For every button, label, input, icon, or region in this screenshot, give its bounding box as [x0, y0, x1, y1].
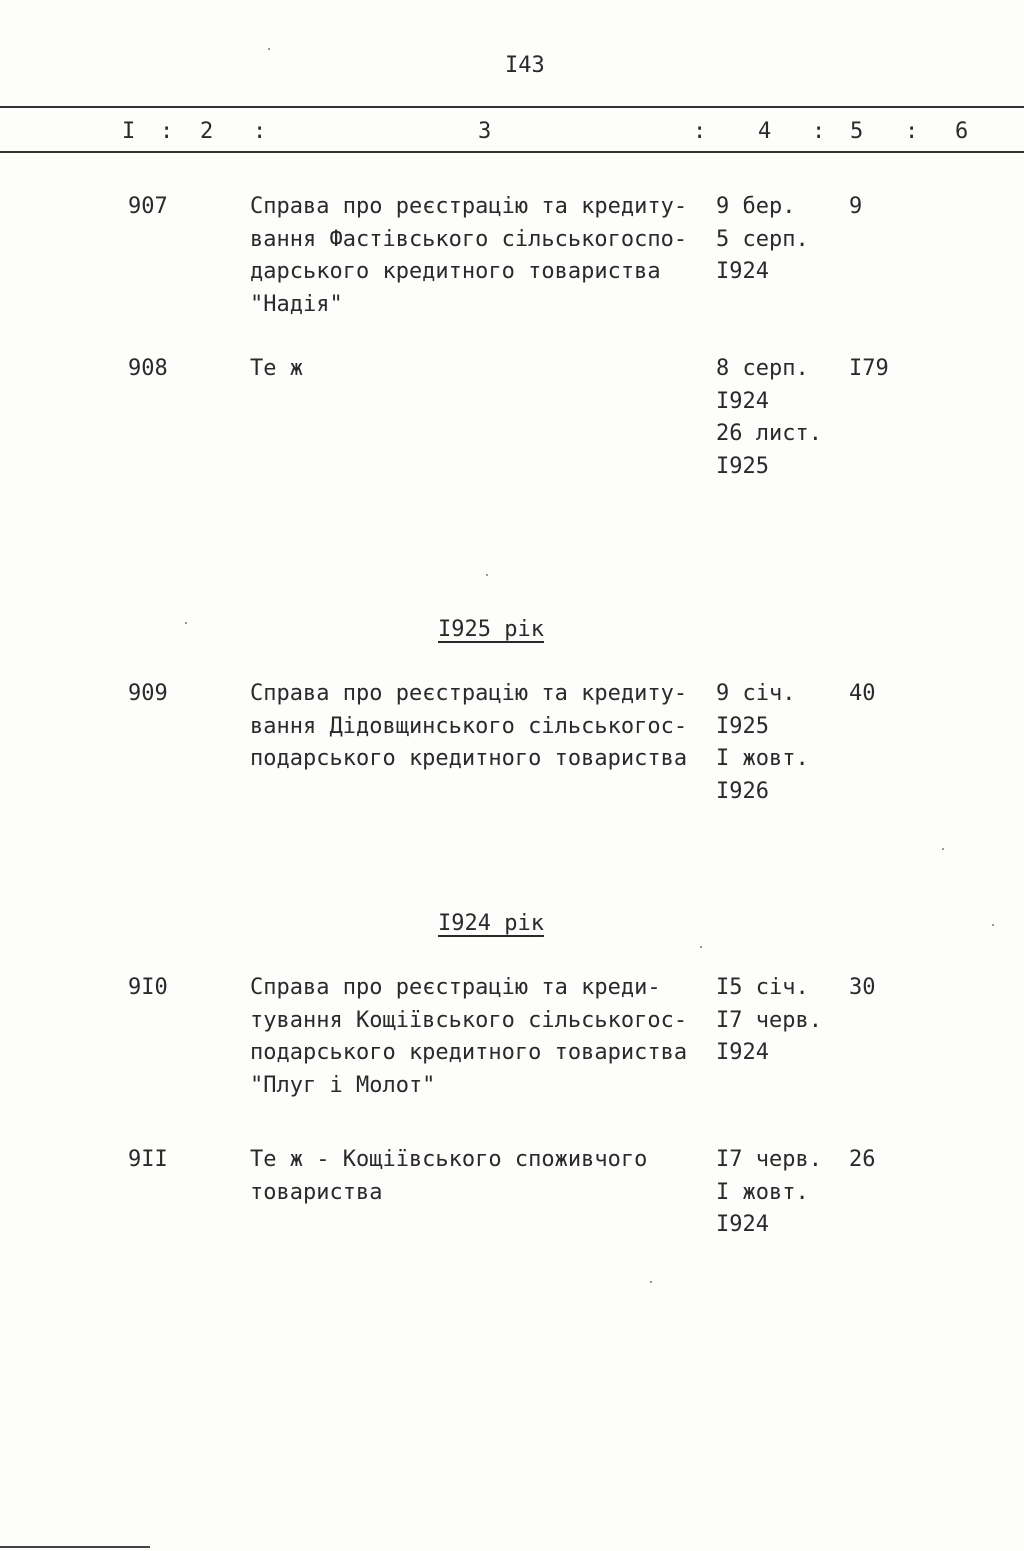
- record-date-line: 8 серп.: [716, 356, 809, 381]
- record-date-line: I924: [716, 388, 769, 414]
- record-title-line: вання Фастівського сільськогоспо-: [250, 226, 688, 252]
- record-title-line: тування Кощіївського сільськогос-: [250, 1007, 688, 1033]
- header-bottom-rule: [0, 151, 1024, 153]
- scan-speck: [185, 622, 187, 624]
- column-separator: :: [812, 119, 826, 144]
- record-date-line: I жовт.: [716, 1179, 809, 1205]
- record-date-line: I7 черв.: [716, 1007, 822, 1033]
- record-date-line: I925: [716, 453, 769, 479]
- record-dates: [716, 191, 809, 289]
- scan-speck: [942, 848, 944, 850]
- record-dates: [716, 353, 822, 483]
- bottom-edge-rule: [0, 1546, 150, 1548]
- record-title-line: Справа про реєстрацію та кредиту-: [250, 681, 688, 706]
- record-date-line: I925: [716, 713, 769, 739]
- record-title-line: "Плуг і Молот": [250, 1072, 436, 1098]
- record-title: [250, 191, 687, 321]
- scan-speck: [650, 1281, 652, 1283]
- record-date-line: I926: [716, 778, 769, 804]
- year-heading: I924 рік: [438, 911, 544, 936]
- record-sheet-count: 40: [849, 681, 876, 706]
- scan-speck: [992, 924, 994, 926]
- record-title: [250, 972, 687, 1102]
- record-dates: [716, 1144, 822, 1242]
- record-title-line: Те ж - Кощіївського споживчого: [250, 1147, 648, 1172]
- record-date-line: I5 січ.: [716, 975, 809, 1000]
- column-header-3: 3: [478, 119, 492, 144]
- column-header-5: 5: [850, 119, 864, 144]
- record-date-line: 9 бер.: [716, 194, 796, 219]
- column-separator: :: [905, 119, 919, 144]
- record-title-line: Справа про реєстрацію та кредиту-: [250, 194, 688, 219]
- column-separator: :: [160, 119, 174, 144]
- record-title-line: Справа про реєстрацію та креди-: [250, 975, 661, 1000]
- column-header-1: I: [122, 119, 136, 144]
- header-top-rule: [0, 106, 1024, 108]
- record-date-line: I7 черв.: [716, 1147, 822, 1172]
- record-number: 9I0: [128, 975, 168, 1000]
- scan-speck: [486, 574, 488, 576]
- record-dates: [716, 678, 809, 808]
- record-date-line: 9 січ.: [716, 681, 796, 706]
- record-number: 9II: [128, 1147, 168, 1172]
- column-separator: :: [253, 119, 267, 144]
- record-date-line: 5 серп.: [716, 226, 809, 252]
- record-title-line: дарського кредитного товариства: [250, 259, 661, 284]
- record-title-line: подарського кредитного товариства: [250, 746, 688, 771]
- record-title: [250, 1144, 647, 1209]
- record-title: [250, 353, 303, 386]
- scan-speck: [700, 946, 702, 948]
- record-dates: [716, 972, 822, 1070]
- record-date-line: I924: [716, 259, 769, 284]
- year-heading: I925 рік: [438, 617, 544, 642]
- record-number: 908: [128, 356, 168, 381]
- record-date-line: I924: [716, 1212, 769, 1237]
- record-title: [250, 678, 687, 776]
- record-number: 907: [128, 194, 168, 219]
- record-sheet-count: I79: [849, 356, 889, 381]
- record-sheet-count: 9: [849, 194, 863, 219]
- record-sheet-count: 26: [849, 1147, 876, 1172]
- column-header-4: 4: [758, 119, 772, 144]
- record-number: 909: [128, 681, 168, 706]
- record-sheet-count: 30: [849, 975, 876, 1000]
- page-number: I43: [505, 53, 545, 78]
- column-header-6: 6: [955, 119, 969, 144]
- column-separator: :: [693, 119, 707, 144]
- record-date-line: 26 лист.: [716, 421, 822, 446]
- record-title-line: Те ж: [250, 356, 303, 381]
- column-header-2: 2: [200, 119, 214, 144]
- record-title-line: подарського кредитного товариства: [250, 1040, 688, 1065]
- scan-speck: [268, 48, 270, 50]
- record-title-line: "Надія": [250, 291, 343, 317]
- record-date-line: I жовт.: [716, 746, 809, 771]
- record-title-line: товариства: [250, 1179, 383, 1205]
- record-date-line: I924: [716, 1040, 769, 1065]
- record-title-line: вання Дідовщинського сільськогос-: [250, 713, 688, 739]
